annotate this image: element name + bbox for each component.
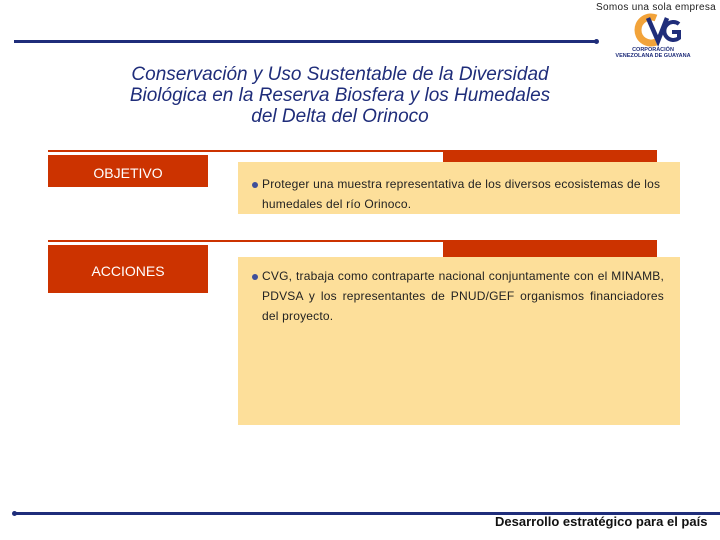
- top-divider-end-dot: [594, 39, 599, 44]
- footer-slogan: Desarrollo estratégico para el país: [495, 514, 708, 529]
- section-panel-objetivo: [238, 162, 680, 214]
- section-label-acciones: [48, 245, 208, 293]
- logo-caption-corporacion: CORPORACIÓN: [632, 47, 674, 53]
- slide-title-line-2: Biológica en la Reserva Biosfera y los Humedales: [129, 85, 551, 106]
- bottom-divider-end-dot: [12, 511, 17, 516]
- cvg-logo: [612, 12, 694, 64]
- tagline: Somos una sola empresa: [596, 2, 716, 13]
- top-divider: [14, 40, 596, 43]
- bullet-icon: [252, 182, 258, 188]
- section-panel-acciones: [238, 257, 680, 425]
- cvg-logo-mark: [626, 12, 682, 48]
- slide-title: [60, 64, 620, 127]
- acciones-text: CVG, trabaja como contraparte nacional conjuntamente con el MINAMB, PDVSA y los representantes de PNUD/GEF organismos financiadores del proyecto.: [262, 269, 664, 323]
- section-label-objetivo-text: OBJETIVO: [93, 165, 163, 181]
- logo-caption-venezolana: VENEZOLANA DE GUAYANA: [615, 53, 691, 59]
- objetivo-text: Proteger una muestra representativa de los diversos ecosistemas de los humedales del río Orinoco.: [262, 177, 661, 211]
- bullet-icon: [252, 274, 258, 280]
- slide-title-line-1: Conservación y Uso Sustentable de la Diversidad: [131, 64, 549, 85]
- section-label-acciones-text: ACCIONES: [91, 263, 165, 279]
- slide-title-line-3: del Delta del Orinoco: [251, 106, 429, 127]
- section-label-objetivo: [48, 155, 208, 187]
